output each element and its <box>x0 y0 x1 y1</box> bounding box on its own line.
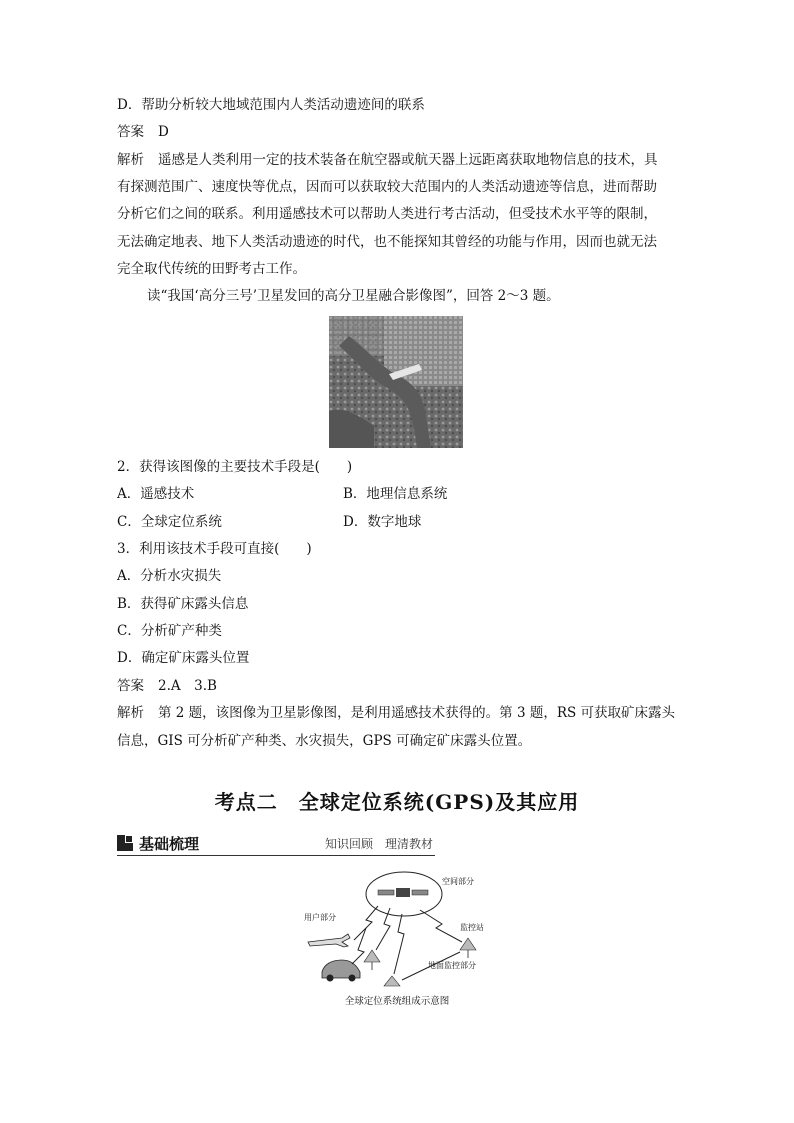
question-2-stem: 2．获得该图像的主要技术手段是( ) <box>117 459 353 475</box>
space-part-label: 空间部分 <box>442 877 474 886</box>
analysis-1-line-1 <box>117 151 658 169</box>
analysis-2-line-2: 信息，GIS 可分析矿产种类、水灾损失，GPS 可确定矿床露头位置。 <box>117 733 532 749</box>
answer-value: 2.A 3.B <box>158 678 217 694</box>
block-icon <box>117 835 133 851</box>
section-title: 考点二 全球定位系统(GPS)及其应用 <box>214 790 580 814</box>
question-3-stem: 3．利用该技术手段可直接( ) <box>117 541 312 557</box>
jichu-subtitle: 知识回顾 理清教材 <box>324 837 433 851</box>
airplane-icon <box>308 934 350 947</box>
analysis-1-line-3: 分析它们之间的联系。利用遥感技术可以帮助人类进行考古活动，但受技术水平等的限制， <box>117 206 657 222</box>
analysis-1-line-4: 无法确定地表、地下人类活动遗迹的时代，也不能探知其曾经的功能与作用，因而也就无法 <box>117 234 657 250</box>
question-3-option-a: A．分析水灾损失 <box>117 568 222 584</box>
jichu-title: 基础梳理 <box>139 835 200 853</box>
question-2-option-d: D．数字地球 <box>343 514 422 530</box>
analysis-label: 解析 <box>117 152 144 168</box>
monitor-station-icon <box>460 938 476 958</box>
satellite-icon <box>378 888 428 897</box>
analysis-text: 遥感是人类利用一定的技术装备在航空器或航天器上远距离获取地物信息的技术，具 <box>158 152 658 168</box>
answer-value: D <box>158 124 169 140</box>
question-2-option-a: A．遥感技术 <box>117 486 195 502</box>
question-3-option-b: B．获得矿床露头信息 <box>117 596 249 612</box>
jichu-header <box>117 832 435 856</box>
monitor-station-label: 监控站 <box>460 923 484 932</box>
option-d-text: D．帮助分析较大地域范围内人类活动遗迹间的联系 <box>117 97 425 113</box>
analysis-2-line-1 <box>117 704 675 722</box>
antenna-icon <box>364 950 380 970</box>
ground-control-label: 地面监控部分 <box>428 961 476 970</box>
car-icon <box>322 960 360 982</box>
question-2-option-b: B．地理信息系统 <box>343 486 448 502</box>
answer-2 <box>117 677 217 695</box>
satellite-image-graphic <box>329 316 463 448</box>
satellite-image <box>329 316 463 448</box>
question-3-option-d: D．确定矿床露头位置 <box>117 650 250 666</box>
question-2-option-c: C．全球定位系统 <box>117 514 222 530</box>
ground-antenna-icon <box>384 976 400 986</box>
user-part-label: 用户部分 <box>304 913 336 922</box>
divider <box>117 855 435 856</box>
read-intro: 读“我国‘高分三号’卫星发回的高分卫星融合影像图”，回答 2～3 题。 <box>147 288 560 304</box>
question-3-option-c: C．分析矿产种类 <box>117 623 222 639</box>
answer-label: 答案 <box>117 678 144 694</box>
analysis-1-line-5: 完全取代传统的田野考古工作。 <box>117 261 306 277</box>
analysis-1-line-2: 有探测范围广、速度快等优点，因而可以获取较大范围内的人类活动遗迹等信息，进而帮助 <box>117 179 657 195</box>
answer-label: 答案 <box>117 124 144 140</box>
figure-caption: 全球定位系统组成示意图 <box>344 996 450 1007</box>
gps-diagram <box>292 868 502 1010</box>
analysis-text: 第 2 题，该图像为卫星影像图，是利用遥感技术获得的。第 3 题，RS 可获取矿床露头 <box>158 705 676 721</box>
answer-1 <box>117 123 169 141</box>
analysis-label: 解析 <box>117 705 144 721</box>
